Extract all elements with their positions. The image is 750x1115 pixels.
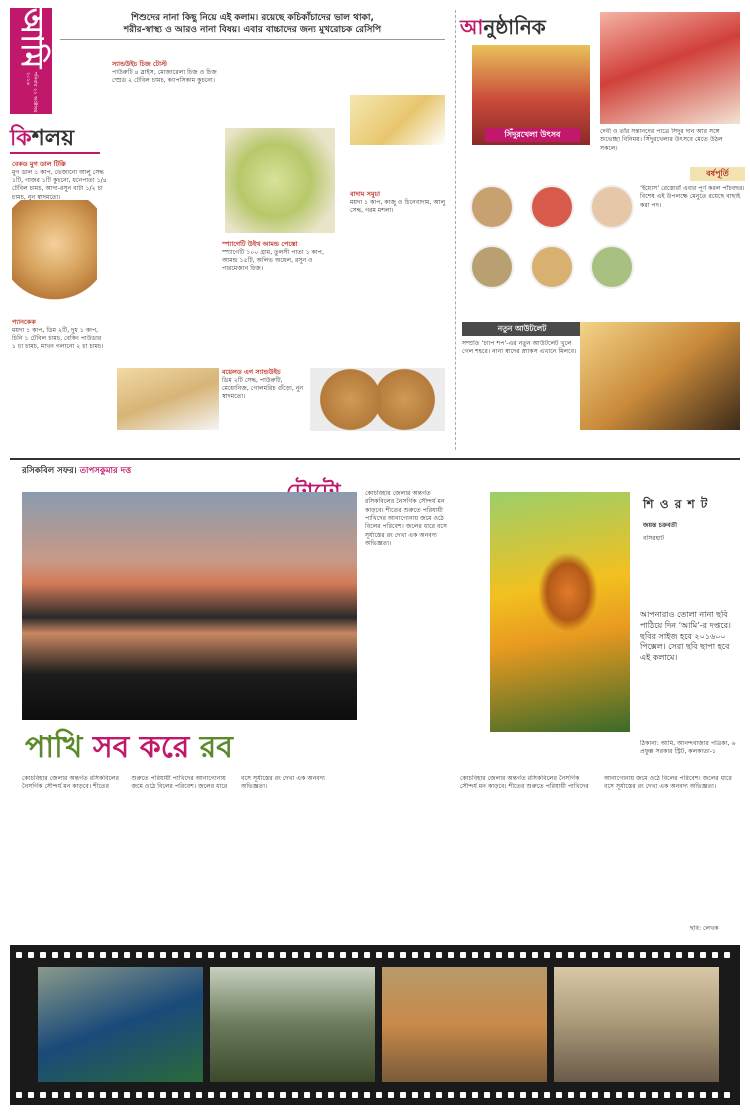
pasta-photo bbox=[225, 128, 335, 233]
film-sprocket-hole bbox=[400, 952, 406, 958]
rasikabil-label: রসিকবিল সফর। bbox=[22, 466, 77, 476]
film-sprocket-hole bbox=[640, 952, 646, 958]
film-sprocket-hole bbox=[544, 1092, 550, 1098]
film-sprocket-hole bbox=[76, 952, 82, 958]
recipe-title: বয়েলড এগ স্যান্ডউইচ bbox=[222, 368, 281, 376]
film-sprocket-hole bbox=[172, 1092, 178, 1098]
recipe-1 bbox=[12, 160, 107, 200]
section-divider bbox=[10, 458, 740, 460]
notun-outlet-label: নতুন আউটলেট bbox=[462, 322, 582, 336]
pancake-photo bbox=[12, 200, 97, 310]
cutlet-photo bbox=[310, 368, 445, 431]
film-sprocket-hole bbox=[388, 952, 394, 958]
recipe-5 bbox=[350, 190, 448, 360]
film-sprocket-hole bbox=[16, 952, 22, 958]
film-sprocket-hole bbox=[352, 952, 358, 958]
film-sprocket-hole bbox=[364, 1092, 370, 1098]
film-sprocket-hole bbox=[436, 1092, 442, 1098]
film-sprocket-hole bbox=[472, 1092, 478, 1098]
film-sprocket-hole bbox=[652, 952, 658, 958]
anushthanik-a: আ bbox=[460, 15, 484, 39]
crowd-photo bbox=[600, 12, 740, 124]
recipe-title: স্প্যাগেটি উইথ আমন্ড পেস্তো bbox=[222, 240, 298, 248]
film-sprocket-hole bbox=[376, 1092, 382, 1098]
masthead-title: আমি bbox=[14, 8, 49, 69]
film-sprocket-hole bbox=[220, 952, 226, 958]
film-sprocket-hole bbox=[424, 1092, 430, 1098]
film-sprocket-hole bbox=[604, 952, 610, 958]
film-sprocket-hole bbox=[352, 1092, 358, 1098]
film-sprocket-hole bbox=[184, 952, 190, 958]
film-sprocket-hole bbox=[616, 1092, 622, 1098]
film-sprocket-hole bbox=[340, 1092, 346, 1098]
film-sprocket-hole bbox=[388, 1092, 394, 1098]
recipe-title: বেকড মুগ ডাল টিক্কি bbox=[12, 160, 66, 168]
film-sprocket-hole bbox=[160, 1092, 166, 1098]
film-sprocket-hole bbox=[88, 1092, 94, 1098]
film-sprocket-hole bbox=[160, 952, 166, 958]
rasikabil-author: তাপসকুমার দত্ত bbox=[79, 466, 132, 476]
film-sprocket-hole bbox=[208, 1092, 214, 1098]
film-sprocket-hole bbox=[724, 1092, 730, 1098]
film-sprocket-hole bbox=[112, 952, 118, 958]
film-sprocket-hole bbox=[424, 952, 430, 958]
recipe-body: ময়দা ১ কাপ, ডিম ২টি, দুধ ১ কাপ, চিনি ১ টেবিল চামচ, বেকিং পাউডার ১ চা চামচ, মাখন গলানো ২ চা চামচ। bbox=[12, 326, 104, 351]
dish bbox=[590, 245, 634, 289]
film-sprocket-hole bbox=[136, 952, 142, 958]
shiorosh-place: বসিরহাট bbox=[643, 535, 665, 542]
film-sprocket-hole bbox=[472, 952, 478, 958]
film-sprocket-hole bbox=[16, 1092, 22, 1098]
film-sprocket-hole bbox=[100, 1092, 106, 1098]
film-sprocket-hole bbox=[316, 952, 322, 958]
masthead-date: শনিবার ২২ অক্টোবর ২০১৬ bbox=[25, 72, 38, 113]
film-sprocket-hole bbox=[676, 952, 682, 958]
rasikabil-body-cont: কোচবিহার জেলার অন্তর্গত রসিকবিলের নৈসর্গিক সৌন্দর্য মন কাড়বে। শীতের শুরুতে পরিযায়ী পাখিদের আনাগোনায় জমে ওঠে বিলের পরিবেশ। জলের ধারে বসে সূর্যাস্তের রং দেখা এক অনবদ্য অভিজ্ঞতা। bbox=[460, 775, 732, 791]
dish bbox=[470, 185, 514, 229]
film-sprocket-hole bbox=[664, 952, 670, 958]
dish bbox=[530, 185, 574, 229]
film-sprocket-hole bbox=[436, 952, 442, 958]
film-sprocket-hole bbox=[292, 1092, 298, 1098]
anushthanik-heading bbox=[460, 14, 600, 40]
film-sprocket-hole bbox=[640, 1092, 646, 1098]
rasikabil-heading bbox=[22, 466, 342, 477]
film-sprocket-hole bbox=[448, 952, 454, 958]
film-sprocket-hole bbox=[724, 952, 730, 958]
film-sprocket-hole bbox=[232, 1092, 238, 1098]
recipe-body: পাউরুটি ৪ স্লাইস, মোজারেলা চিজ ও চিজ স্প্রেড ২ টেবিল চামচ, ক্যাপসিকাম কুচনো। bbox=[112, 68, 217, 85]
butterfly-flower-photo bbox=[490, 492, 630, 732]
borshopurti-label: বর্ষপূর্তি bbox=[690, 167, 745, 181]
film-sprocket-hole bbox=[64, 952, 70, 958]
food-platter-grid bbox=[470, 185, 640, 315]
film-sprocket-hole bbox=[232, 952, 238, 958]
intro-line2: শরীর-স্বাস্থ্য ও আরও নানা বিষয়। এবার বাচ্চাদের জন্য মুখরোচক রেসিপি bbox=[123, 25, 382, 36]
film-sprocket-hole bbox=[376, 952, 382, 958]
film-sprocket-hole bbox=[700, 1092, 706, 1098]
film-sprocket-hole bbox=[592, 1092, 598, 1098]
film-sprocket-hole bbox=[664, 1092, 670, 1098]
film-sprocket-hole bbox=[28, 952, 34, 958]
anushthanik-rest: নুষ্ঠানিক bbox=[483, 15, 546, 39]
dish bbox=[530, 245, 574, 289]
film-sprocket-hole bbox=[244, 1092, 250, 1098]
anushthanik-text: দেবী ও তাঁর সন্তানদের পাত্রে সিঁদুর দান আর সঙ্গে শুভেচ্ছা বিনিময়। সিঁদুরখেলার উৎসবে মেতে উঠল সকলে। bbox=[600, 128, 723, 152]
recipe-4 bbox=[222, 240, 340, 360]
film-sprocket-hole bbox=[460, 1092, 466, 1098]
film-sprocket-hole bbox=[40, 952, 46, 958]
pakhi-headline bbox=[25, 728, 365, 766]
film-sprocket-hole bbox=[328, 952, 334, 958]
pakhi-p3: রব bbox=[199, 730, 233, 765]
recipe-title: বাদাম সমুচা bbox=[350, 190, 380, 198]
film-sprocket-hole bbox=[364, 952, 370, 958]
film-sprocket-hole bbox=[28, 1092, 34, 1098]
film-sprocket-hole bbox=[616, 952, 622, 958]
column-divider bbox=[455, 10, 456, 450]
shiorosh-author: জয়ন্ত চক্রবর্তী bbox=[643, 522, 677, 529]
film-sprocket-hole bbox=[124, 1092, 130, 1098]
film-sprocket-hole bbox=[148, 952, 154, 958]
film-sprocket-hole bbox=[292, 952, 298, 958]
peacock-photo bbox=[38, 967, 203, 1082]
film-sprocket-hole bbox=[52, 1092, 58, 1098]
film-sprocket-hole bbox=[520, 952, 526, 958]
film-sprocket-hole bbox=[40, 1092, 46, 1098]
film-sprocket-hole bbox=[412, 952, 418, 958]
pakhi-p1: পাখি bbox=[25, 730, 83, 765]
sunset-lake-photo bbox=[22, 492, 357, 720]
film-sprocket-hole bbox=[628, 952, 634, 958]
recipe-6 bbox=[222, 368, 307, 448]
film-sprocket-hole bbox=[412, 1092, 418, 1098]
recipe-body: ময়দা ১ কাপ, কাজু ও চিনেবাদাম, আলু সেদ্ধ, গরম মশলা। bbox=[350, 198, 446, 215]
film-sprocket-hole bbox=[124, 952, 130, 958]
kishalay-heading bbox=[10, 124, 100, 154]
film-sprocket-hole bbox=[64, 1092, 70, 1098]
film-sprocket-hole bbox=[496, 1092, 502, 1098]
film-sprocket-hole bbox=[532, 1092, 538, 1098]
dish bbox=[470, 245, 514, 289]
film-sprocket-hole bbox=[280, 1092, 286, 1098]
kishalay-k: কি bbox=[10, 126, 32, 151]
pakhi-p2: সব করে bbox=[92, 730, 190, 765]
shiorosh-address: ঠিকানা: আমি, আনন্দবাজার পত্রিকা, ৬ প্রফুল্ল সরকার স্ট্রিট, কলকাতা-১ bbox=[640, 740, 736, 756]
photo-credit: ছবি: লেখক bbox=[690, 925, 719, 932]
notun-outlet-text: সম্প্রতি ‘চ্যাপ শপ’-এর নতুন আউটলেট খুলে গেল শহরে। নানা স্বাদের স্ন্যাকস এখানে মিলবে। bbox=[462, 340, 577, 356]
intro-banner bbox=[60, 10, 445, 40]
recipe-body: মুগ ডাল ১ কাপ, ভেজানো আলু সেদ্ধ ১টি, গাজর ১টি কুচনো, ধনেপাতা ১/৪ টেবিল চামচ, আদা-রসুন বাটা ১/২ চা চামচ, নুন স্বাদমতো। bbox=[12, 168, 107, 200]
film-sprocket-hole bbox=[568, 952, 574, 958]
recipe-2 bbox=[12, 318, 107, 438]
bluethroat-bird-photo bbox=[554, 967, 719, 1082]
film-sprocket-hole bbox=[556, 952, 562, 958]
film-sprocket-hole bbox=[316, 1092, 322, 1098]
film-sprocket-hole bbox=[268, 952, 274, 958]
outlet-food-photo bbox=[580, 322, 740, 430]
film-sprocket-hole bbox=[112, 1092, 118, 1098]
film-sprocket-hole bbox=[280, 952, 286, 958]
film-sprocket-hole bbox=[268, 1092, 274, 1098]
rasikabil-text-col: কোচবিহার জেলার অন্তর্গত রসিকবিলের নৈসর্গিক সৌন্দর্য মন কাড়বে। শীতের শুরুতে পরিযায়ী পাখিদের আনাগোনায় জমে ওঠে বিলের পরিবেশ। জলের ধারে বসে সূর্যাস্তের রং দেখা এক অনবদ্য অভিজ্ঞতা। bbox=[365, 490, 447, 548]
film-sprocket-hole bbox=[100, 952, 106, 958]
butterfly bbox=[538, 552, 598, 632]
film-sprocket-hole bbox=[88, 952, 94, 958]
sindur-caption: সিঁদুরখেলা উৎসব bbox=[485, 128, 580, 142]
omelette-photo bbox=[350, 95, 445, 145]
recipe-title: প্যানকেক bbox=[12, 318, 36, 326]
film-sprocket-hole bbox=[448, 1092, 454, 1098]
film-sprocket-hole bbox=[580, 1092, 586, 1098]
film-sprocket-hole bbox=[172, 952, 178, 958]
film-sprocket-hole bbox=[76, 1092, 82, 1098]
film-sprocket-hole bbox=[520, 1092, 526, 1098]
deer-photo bbox=[382, 967, 547, 1082]
film-sprocket-hole bbox=[508, 952, 514, 958]
film-sprocket-hole bbox=[712, 1092, 718, 1098]
recipe-3 bbox=[112, 60, 217, 360]
film-sprocket-hole bbox=[712, 952, 718, 958]
recipe-body: ডিম ২টি সেদ্ধ, পাউরুটি, মেয়োনিজ, গোলমরিচ গুঁড়ো, নুন স্বাদমতো। bbox=[222, 376, 304, 401]
masthead bbox=[10, 8, 52, 114]
film-sprocket-hole bbox=[256, 1092, 262, 1098]
film-sprocket-hole bbox=[544, 952, 550, 958]
film-sprocket-hole bbox=[688, 952, 694, 958]
film-sprocket-hole bbox=[700, 952, 706, 958]
film-sprocket-hole bbox=[304, 1092, 310, 1098]
film-sprocket-hole bbox=[328, 1092, 334, 1098]
film-sprocket-hole bbox=[508, 1092, 514, 1098]
film-sprocket-hole bbox=[52, 952, 58, 958]
film-sprocket-hole bbox=[592, 952, 598, 958]
film-sprocket-hole bbox=[568, 1092, 574, 1098]
film-sprocket-hole bbox=[628, 1092, 634, 1098]
borshopurti-text: ‘ইয়োস’ রেস্তোরাঁ এবার পূর্ণ করল পাঁচবছর। বিশেষ এই উপলক্ষে মেনুতে রয়েছে বাছাই করা পদ। bbox=[640, 185, 745, 209]
film-sprocket-hole bbox=[304, 952, 310, 958]
cheese-toast-photo bbox=[117, 368, 219, 430]
film-sprocket-hole bbox=[556, 1092, 562, 1098]
film-sprocket-hole bbox=[196, 1092, 202, 1098]
film-sprocket-hole bbox=[196, 952, 202, 958]
film-sprocket-hole bbox=[184, 1092, 190, 1098]
film-sprocket-hole bbox=[484, 952, 490, 958]
bird-photo-strip bbox=[10, 945, 740, 1105]
dish bbox=[590, 185, 634, 229]
film-sprocket-hole bbox=[484, 1092, 490, 1098]
kishalay-rest: শলয় bbox=[31, 126, 75, 151]
film-sprocket-hole bbox=[340, 952, 346, 958]
film-sprocket-hole bbox=[688, 1092, 694, 1098]
film-sprocket-hole bbox=[496, 952, 502, 958]
shiorosh-title: শি ও র শ ট bbox=[643, 497, 709, 511]
film-sprocket-hole bbox=[532, 952, 538, 958]
film-sprocket-hole bbox=[676, 1092, 682, 1098]
recipe-title: স্যান্ডউইচ চিজ টোস্ট bbox=[112, 60, 167, 68]
film-sprocket-hole bbox=[460, 952, 466, 958]
film-sprocket-hole bbox=[580, 952, 586, 958]
wooden-bridge-photo bbox=[210, 967, 375, 1082]
film-sprocket-hole bbox=[220, 1092, 226, 1098]
film-sprocket-hole bbox=[136, 1092, 142, 1098]
film-sprocket-hole bbox=[256, 952, 262, 958]
film-sprocket-hole bbox=[148, 1092, 154, 1098]
intro-line1: শিশুদের নানা কিছু নিয়ে এই কলাম। রয়েছে কচিকাঁচাদের ভাল থাকা, bbox=[131, 13, 374, 23]
film-sprocket-hole bbox=[604, 1092, 610, 1098]
recipe-body: স্প্যাগেটি ১০০ গ্রাম, তুলসী পাতা ১ কাপ, আমন্ড ১৫টি, অলিভ অয়েল, রসুন ও পারমেজান চিজ। bbox=[222, 248, 324, 273]
film-sprocket-hole bbox=[400, 1092, 406, 1098]
film-sprocket-hole bbox=[244, 952, 250, 958]
film-sprocket-hole bbox=[208, 952, 214, 958]
rasikabil-body: কোচবিহার জেলার অন্তর্গত রসিকবিলের নৈসর্গিক সৌন্দর্য মন কাড়বে। শীতের শুরুতে পরিযায়ী পাখিদের আনাগোনায় জমে ওঠে বিলের পরিবেশ। জলের ধারে বসে সূর্যাস্তের রং দেখা এক অনবদ্য অভিজ্ঞতা। bbox=[22, 775, 325, 791]
film-sprocket-hole bbox=[652, 1092, 658, 1098]
shiorosh-note: আপনারাও তোলা নানা ছবি পাঠিয়ে দিন ‘আমি’-র দপ্তরে। ছবির সাইজ হবে ২০১৬০০ পিক্সেল। সেরা ছবি ছাপা হবে এই কলামে। bbox=[640, 610, 731, 663]
